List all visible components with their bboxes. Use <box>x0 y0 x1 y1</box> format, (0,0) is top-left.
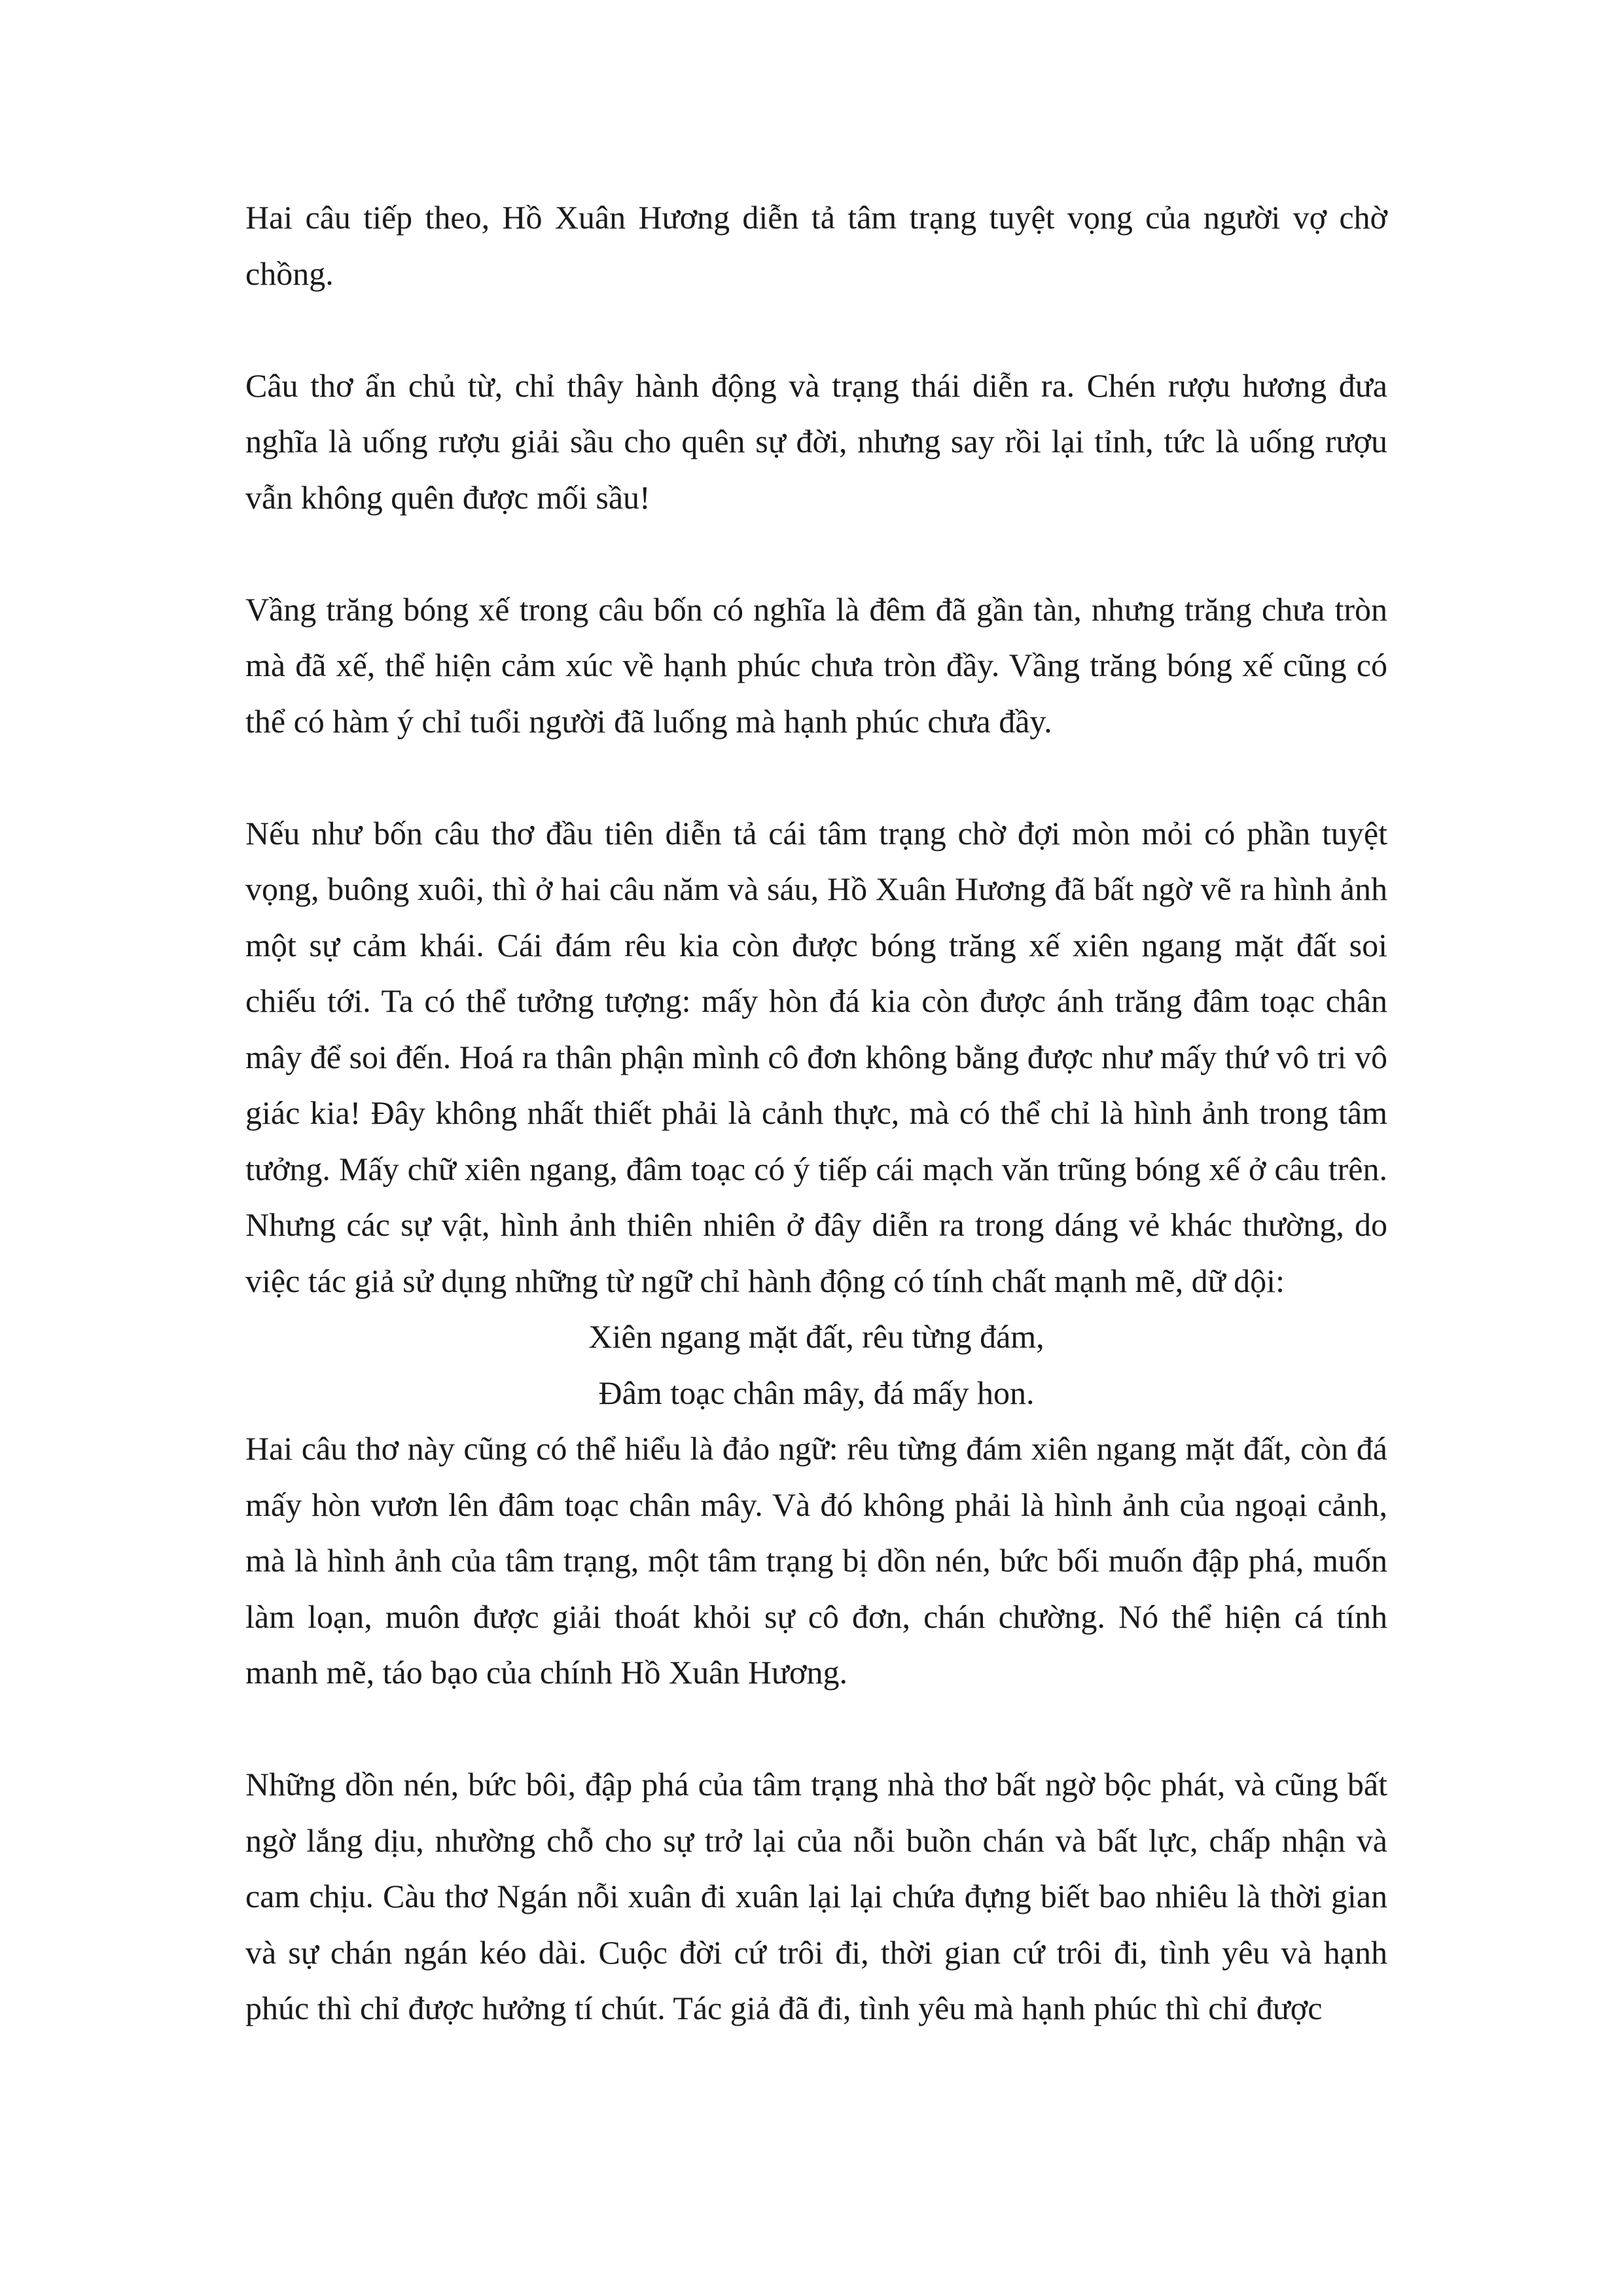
paragraph-imagery: Nếu như bốn câu thơ đầu tiên diễn tả cái tâm trạng chờ đợi mòn mỏi có phần tuyệt vọng, buông xuôi, thì ở hai câu năm và sáu, Hồ Xuân Hương đã bất ngờ vẽ ra hình ảnh một sự cảm khái. Cái đám rêu kia còn được bóng trăng xế xiên ngang mặt đất soi chiếu tới. Ta có thể tưởng tượng: mấy hòn đá kia còn được ánh trăng đâm toạc chân mây để soi đến. Hoá ra thân phận mình cô đơn không bằng được như mấy thứ vô tri vô giác kia! Đây không nhất thiết phải là cảnh thực, mà có thể chỉ là hình ảnh trong tâm tưởng. Mấy chữ xiên ngang, đâm toạc có ý tiếp cái mạch văn trũng bóng xế ở câu trên. Nhưng các sự vật, hình ảnh thiên nhiên ở đây diễn ra trong dáng vẻ khác thường, do việc tác giả sử dụng những từ ngữ chỉ hành động có tính chất mạnh mẽ, dữ dội: <box>245 814 1387 1299</box>
paragraph-intro: Hai câu tiếp theo, Hồ Xuân Hương diễn tả tâm trạng tuyệt vọng của người vợ chờ chồng. <box>245 199 1387 292</box>
paragraph-wine: Câu thơ ẩn chủ từ, chỉ thây hành động và trạng thái diễn ra. Chén rượu hương đưa nghĩa là uống rượu giải sầu cho quên sự đời, nhưng say rồi lại tỉnh, tức là uống rượu vẫn không quên được mối sầu! <box>245 367 1387 516</box>
poem-line-1: Xiên ngang mặt đất, rêu từng đám, <box>588 1318 1044 1355</box>
paragraph-spacer <box>245 302 1387 358</box>
paragraph-moon: Vầng trăng bóng xế trong câu bốn có nghĩa là đêm đã gần tàn, nhưng trăng chưa tròn mà đã xế, thể hiện cảm xúc về hạnh phúc chưa tròn đầy. Vầng trăng bóng xế cũng có thể có hàm ý chỉ tuổi người đã luống mà hạnh phúc chưa đầy. <box>245 590 1387 740</box>
paragraph-spacer <box>245 749 1387 806</box>
paragraph-spacer <box>245 1701 1387 1757</box>
poem-quote <box>245 1309 1387 1421</box>
poem-line-2: Đâm toạc chân mây, đá mấy hon. <box>598 1374 1035 1411</box>
paragraph-inversion: Hai câu thơ này cũng có thể hiểu là đảo ngữ: rêu từng đám xiên ngang mặt đất, còn đá mấy hòn vươn lên đâm toạc chân mây. Và đó không phải là hình ảnh của ngoại cảnh, mà là hình ảnh của tâm trạng, một tâm trạng bị dồn nén, bức bối muốn đập phá, muốn làm loạn, muôn được giải thoát khỏi sự cô đơn, chán chường. Nó thể hiện cá tính manh mẽ, táo bạo của chính Hồ Xuân Hương. <box>245 1430 1387 1691</box>
document-body <box>245 190 1387 2037</box>
paragraph-conclusion: Những dồn nén, bức bôi, đập phá của tâm trạng nhà thơ bất ngờ bộc phát, và cũng bất ngờ lắng dịu, nhường chỗ cho sự trở lại của nỗi buồn chán và bất lực, chấp nhận và cam chịu. Càu thơ Ngán nỗi xuân đi xuân lại lại chứa đựng biết bao nhiêu là thời gian và sự chán ngán kéo dài. Cuộc đời cứ trôi đi, thời gian cứ trôi đi, tình yêu và hạnh phúc thì chỉ được hưởng tí chút. Tác giả đã đi, tình yêu mà hạnh phúc thì chỉ được <box>245 1766 1387 2026</box>
paragraph-spacer <box>245 526 1387 582</box>
